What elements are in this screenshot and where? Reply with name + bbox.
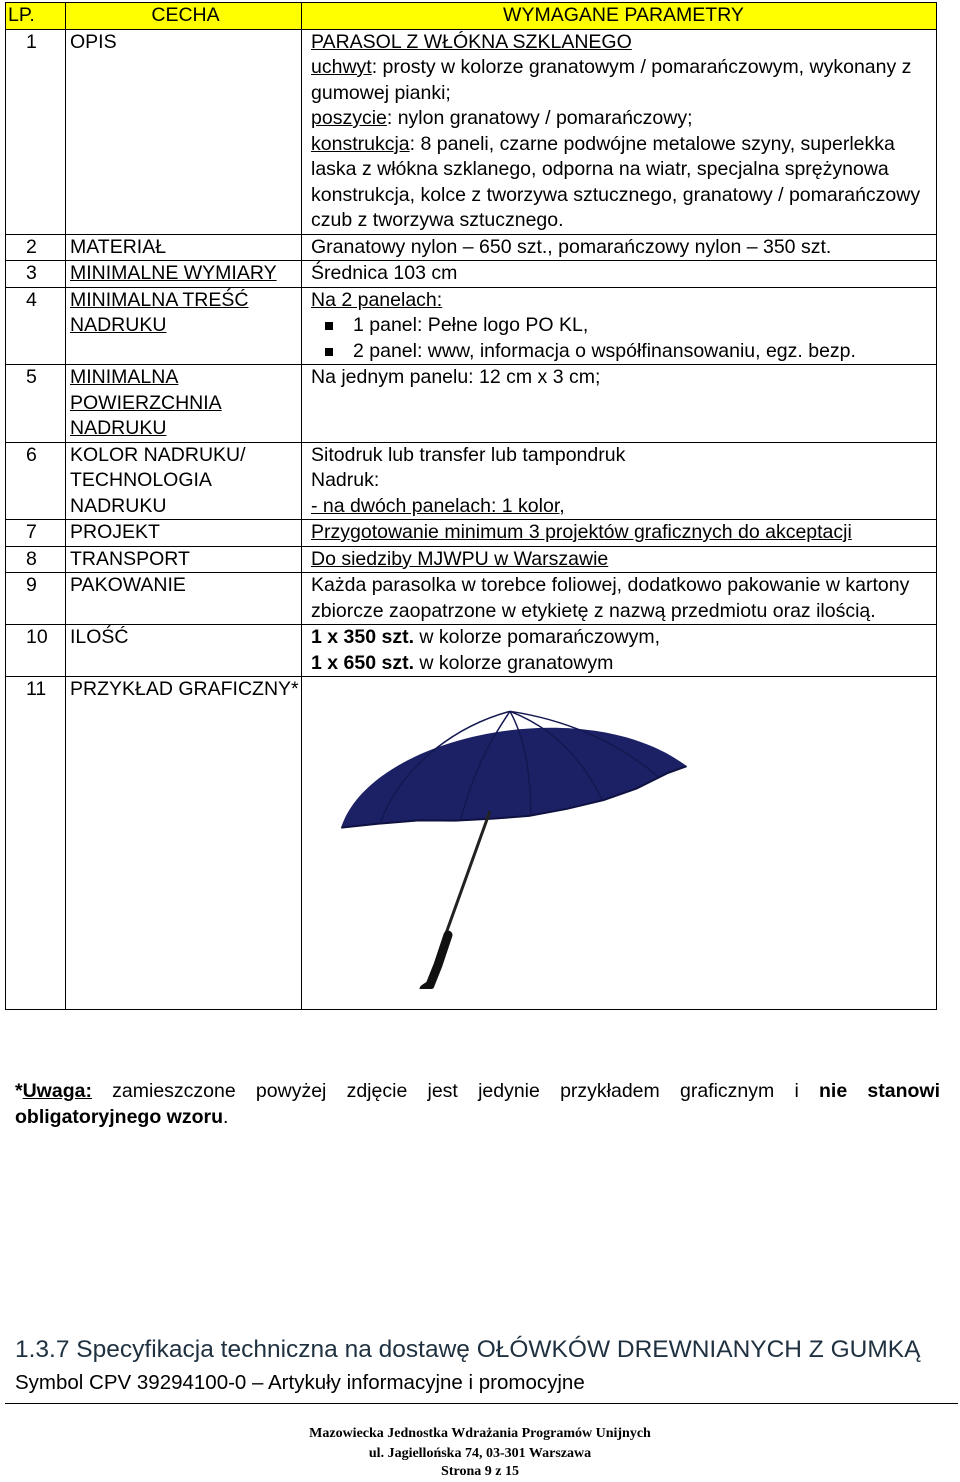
print-technology: Sitodruk lub transfer lub tampondruk (311, 443, 626, 466)
table-row (6, 365, 937, 443)
cpv-line: Symbol CPV 39294100-0 – Artykuły informacyjne i promocyjne (15, 1371, 585, 1394)
row-number: 2 (6, 234, 66, 261)
table-row (6, 625, 937, 677)
row-number: 10 (6, 625, 66, 677)
section-heading: 1.3.7 Specyfikacja techniczna na dostawę OŁÓWKÓW DREWNIANYCH Z GUMKĄ (15, 1336, 921, 1363)
print-intro: Na 2 panelach: (311, 288, 443, 311)
row-number: 4 (6, 287, 66, 365)
row-feature: PAKOWANIE (66, 573, 302, 625)
row-feature: MINIMALNA TREŚĆ NADRUKU (66, 287, 302, 365)
table-row (6, 546, 937, 573)
row-feature: PRZYKŁAD GRAFICZNY* (66, 677, 302, 1010)
table-row (6, 261, 937, 288)
row-params: Przygotowanie minimum 3 projektów graficznych do akceptacji (302, 520, 937, 547)
row-feature: KOLOR NADRUKU/ TECHNOLOGIA NADRUKU (66, 442, 302, 520)
row-feature: TRANSPORT (66, 546, 302, 573)
row-params: Granatowy nylon – 650 szt., pomarańczowy nylon – 350 szt. (302, 234, 937, 261)
bullet-square-icon (325, 348, 333, 356)
list-item: 1 panel: Pełne logo PO KL, (319, 313, 936, 339)
header-feature: CECHA (66, 3, 302, 30)
example-photo-cell (302, 677, 937, 1010)
row-params (302, 287, 937, 365)
table-row (6, 287, 937, 365)
quantity-navy: 1 x 650 szt. w kolorze granatowym (311, 651, 614, 674)
table-header-row (6, 3, 937, 30)
table-row (6, 234, 937, 261)
row-feature: MINIMALNA POWIERZCHNIA NADRUKU (66, 365, 302, 443)
row-number: 11 (6, 677, 66, 1010)
row-feature: OPIS (66, 29, 302, 234)
page-number: Strona 9 z 15 (441, 1464, 519, 1479)
row-params (302, 442, 937, 520)
table-row (6, 573, 937, 625)
row-number: 9 (6, 573, 66, 625)
handle-description: uchwyt: prosty w kolorze granatowym / pomarańczowym, wykonany z gumowej pianki; (311, 56, 912, 104)
row-params: Do siedziby MJWPU w Warszawie (302, 546, 937, 573)
row-feature: MATERIAŁ (66, 234, 302, 261)
quantity-orange: 1 x 350 szt. w kolorze pomarańczowym, (311, 626, 660, 648)
row-number: 3 (6, 261, 66, 288)
print-color: - na dwóch panelach: 1 kolor, (311, 494, 565, 517)
frame-description: konstrukcja: 8 paneli, czarne podwójne metalowe szyny, superlekka laska z włókna szklanego, odporna na wiatr, specjalna sprężynowa konstrukcja, kolce z tworzywa sztucznego, granatowy / pomarańczowy czub z tworzywa sztucznego. (311, 132, 921, 231)
print-content-list (311, 313, 936, 364)
table-row (6, 677, 937, 1010)
row-feature: PROJEKT (66, 520, 302, 547)
row-number: 8 (6, 546, 66, 573)
row-params: Średnica 103 cm (302, 261, 937, 288)
table-row (6, 29, 937, 234)
footer-address: ul. Jagiellońska 74, 03-301 Warszawa (368, 1446, 592, 1461)
spec-table (5, 2, 937, 1010)
row-params: Na jednym panelu: 12 cm x 3 cm; (302, 365, 937, 443)
row-number: 5 (6, 365, 66, 443)
bullet-square-icon (325, 322, 333, 330)
header-lp: LP. (6, 3, 66, 30)
footer-org: Mazowiecka Jednostka Wdrażania Programów Unijnych (309, 1426, 651, 1441)
umbrella-image (316, 689, 696, 989)
row-feature: MINIMALNE WYMIARY (66, 261, 302, 288)
cover-description: poszycie: nylon granatowy / pomarańczowy; (311, 107, 693, 129)
print-label: Nadruk: (311, 469, 380, 491)
row-params (302, 625, 937, 677)
product-title: PARASOL Z WŁÓKNA SZKLANEGO (311, 30, 632, 53)
row-number: 6 (6, 442, 66, 520)
row-number: 7 (6, 520, 66, 547)
row-number: 1 (6, 29, 66, 234)
row-params (302, 29, 937, 234)
row-params: Każda parasolka w torebce foliowej, dodatkowo pakowanie w kartony zbiorcze zaopatrzone w etykietę z nazwą przedmiotu oraz ilością. (302, 573, 937, 625)
header-params: WYMAGANE PARAMETRY (302, 3, 937, 30)
disclaimer-note: *Uwaga: zamieszczone powyżej zdjęcie jest jedynie przykładem graficznym i nie stanowi obligatoryjnego wzoru. (15, 1080, 940, 1128)
table-row (6, 520, 937, 547)
table-row (6, 442, 937, 520)
footer-divider (5, 1403, 958, 1404)
list-item: 2 panel: www, informacja o współfinansowaniu, egz. bezp. (319, 339, 936, 365)
row-feature: ILOŚĆ (66, 625, 302, 677)
